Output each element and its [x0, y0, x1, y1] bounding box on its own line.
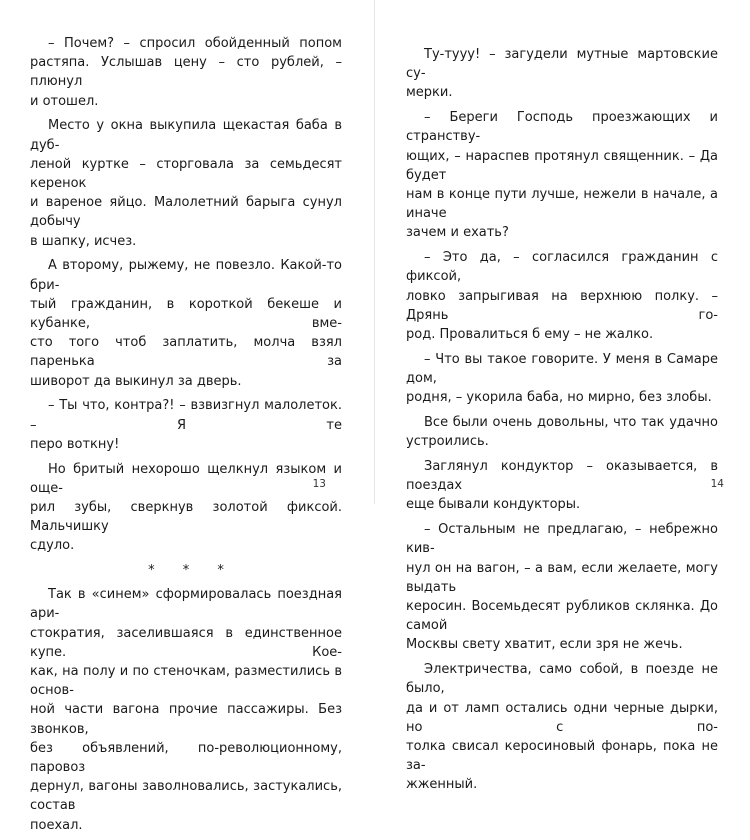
left-page	[0, 0, 375, 833]
text-line: – Ты что, контра?! – взвизгнул малолеток. – Я те	[30, 398, 342, 433]
paragraph	[406, 660, 718, 794]
text-line: нам в конце пути лучше, нежели в начале, а иначе	[406, 187, 718, 222]
paragraph	[406, 108, 718, 242]
text-line: – Почем? – спросил обойденный попом	[48, 36, 342, 51]
paragraph	[406, 350, 718, 408]
right-paragraphs	[406, 45, 718, 795]
left-page-text	[30, 34, 342, 840]
text-line: Ту-тууу! – загудели мутные мартовские су-	[406, 47, 718, 82]
paragraph	[30, 396, 342, 454]
text-line: керосин. Восемьдесят рубликов склянка. До самой	[406, 599, 718, 634]
page-number-left: 13	[312, 478, 326, 490]
text-line: – Это да, – согласился гражданин с фиксой,	[406, 250, 718, 285]
text-line: Так в «синем» сформировалась поездная ари-	[30, 587, 342, 622]
text-line: и отошел.	[30, 93, 99, 109]
right-page	[375, 0, 750, 793]
text-line: Но бритый нехорошо щелкнул языком и още-	[30, 461, 342, 496]
paragraph	[30, 585, 342, 835]
text-line: тый гражданин, в короткой бекеше и кубанке, вме-	[30, 296, 342, 332]
paragraph	[406, 45, 718, 103]
text-line: ной части вагона прочие пассажиры. Без звонков,	[30, 702, 342, 737]
page-number-right: 14	[710, 478, 724, 490]
paragraph	[406, 413, 718, 451]
text-line: род. Провалиться б ему – не жалко.	[406, 327, 654, 343]
text-line: да и от ламп остались одни черные дырки, но с по-	[406, 700, 718, 735]
section-separator: * * *	[148, 563, 236, 579]
paragraph	[30, 116, 342, 250]
right-page-text	[406, 45, 718, 800]
text-line: перо воткну!	[30, 436, 120, 452]
text-line: в шапку, исчез.	[30, 233, 137, 249]
text-line: дернул, вагоны заволновались, застукались, состав	[30, 779, 342, 814]
text-line: ловко запрыгивая на верхнюю полку. – Дрянь го-	[406, 288, 718, 323]
text-line: и вареное яйцо. Малолетний барыга сунул добычу	[30, 195, 342, 230]
text-line: мерки.	[406, 85, 453, 101]
text-line: ющих, – нараспев протянул священник. – Да будет	[406, 148, 718, 183]
text-line: нул он на вагон, – а вам, если желаете, могу выдать	[406, 560, 718, 595]
paragraph	[406, 248, 718, 344]
paragraph	[406, 520, 718, 654]
left-paragraphs	[30, 34, 342, 556]
paragraph	[30, 460, 342, 556]
paragraph	[406, 457, 718, 515]
paragraph	[30, 34, 342, 111]
text-line: сто того чтоб заплатить, молча взял паренька за	[30, 335, 342, 370]
text-line: как, на полу и по стеночкам, разместились в основ-	[30, 664, 342, 699]
text-line: шиворот да выкинул за дверь.	[30, 373, 242, 389]
text-line: Электричества, само собой, в поезде не было,	[406, 662, 718, 697]
text-line: жженный.	[406, 777, 478, 793]
left-paragraphs-after	[30, 585, 342, 835]
text-line: без объявлений, по-революционному, паровоз	[30, 740, 342, 776]
text-line: толка свисал керосиновый фонарь, пока не за-	[406, 739, 718, 774]
text-line: стократия, заселившаяся в единственное купе. Кое-	[30, 625, 342, 660]
text-line: – Береги Господь проезжающих и странству-	[406, 110, 718, 145]
text-line: леной куртке – сторговала за семьдесят керенок	[30, 156, 342, 192]
text-line: еще бывали кондукторы.	[406, 497, 581, 513]
text-line: – Остальным не предлагаю, – небрежно кив-	[406, 522, 718, 557]
text-line: Заглянул кондуктор – оказывается, в поездах	[406, 459, 718, 494]
text-line: растяпа. Услышав цену – сто рублей, – плюнул	[30, 55, 342, 90]
text-line: – Что вы такое говорите. У меня в Самаре дом,	[406, 351, 718, 387]
text-line: сдуло.	[30, 538, 75, 554]
text-line: Москвы свету хватит, если зря не жечь.	[406, 637, 683, 653]
text-line: Место у окна выкупила щекастая баба в дуб-	[30, 118, 342, 153]
text-line: А второму, рыжему, не повезло. Какой-то бри-	[30, 258, 342, 293]
text-line: рил зубы, сверкнув золотой фиксой. Мальчишку	[30, 500, 342, 535]
text-line: родня, – укорила баба, но мирно, без злобы.	[406, 390, 712, 406]
text-line: поехал.	[30, 817, 83, 833]
text-line: Все были очень довольны, что так удачно	[424, 415, 718, 431]
text-line: зачем и ехать?	[406, 225, 509, 241]
text-line: устроились.	[406, 434, 489, 450]
paragraph	[30, 256, 342, 390]
